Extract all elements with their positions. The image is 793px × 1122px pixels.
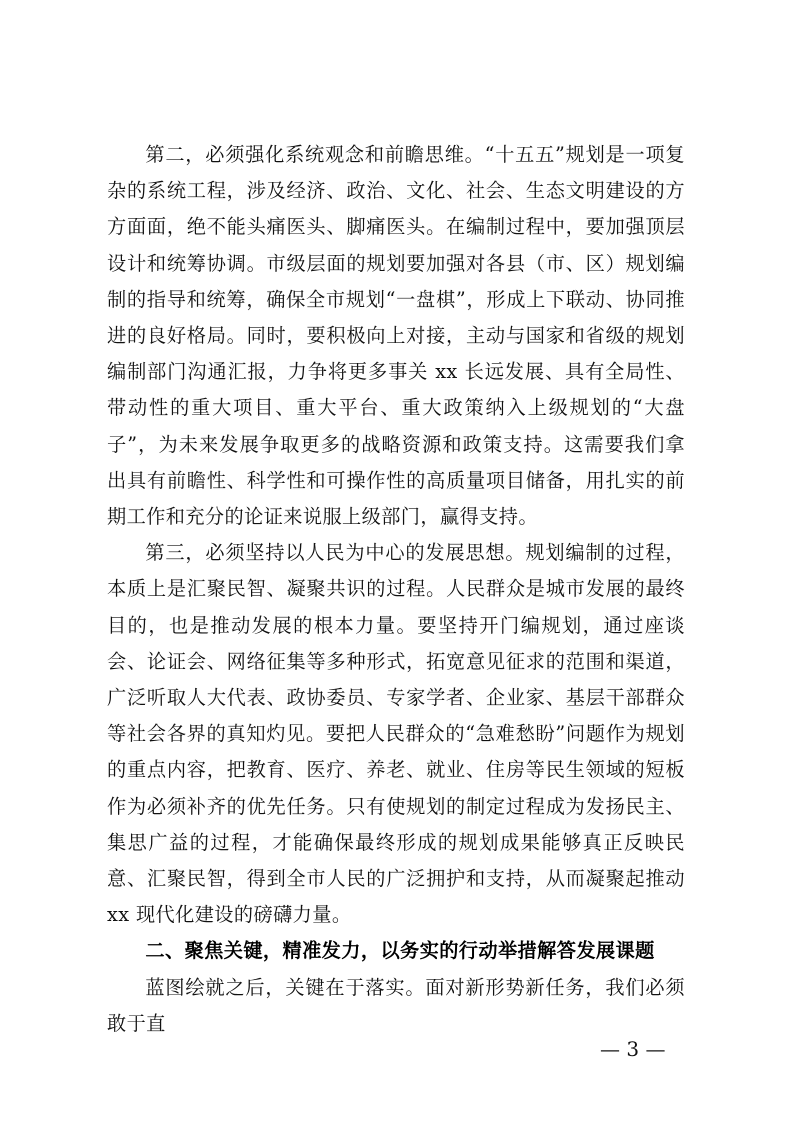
- page-number: — 3 —: [600, 1037, 666, 1061]
- section-heading: 二、聚焦关键，精准发力，以务实的行动举措解答发展课题: [145, 939, 655, 963]
- paragraph-second-point: 第二，必须强化系统观念和前瞻思维。“十五五”规划是一项复杂的系统工程，涉及经济、政治、文化、社会、生态文明建设的方方面面，绝不能头痛医头、脚痛医头。在编制过程中，要加强顶层设计和统筹协调。市级层面的规划要加强对各县（市、区）规划编制的指导和统筹，确保全市规划“一盘棋”，形成上下联动、协同推进的良好格局。同时，要积极向上对接，主动与国家和省级的规划编制部门沟通汇报，力争将更多事关 xx 长远发展、具有全局性、带动性的重大项目、重大平台、重大政策纳入上级规划的“大盘子”，为未来发展争取更多的战略资源和政策支持。这需要我们拿出具有前瞻性、科学性和可操作性的高质量项目储备，用扎实的前期工作和充分的论证来说服上级部门，赢得支持。: [107, 143, 685, 529]
- document-body: [107, 137, 685, 1042]
- paragraph-third-point: 第三，必须坚持以人民为中心的发展思想。规划编制的过程，本质上是汇聚民智、凝聚共识的过程。人民群众是城市发展的最终目的，也是推动发展的根本力量。要坚持开门编规划，通过座谈会、论证会、网络征集等多种形式，拓宽意见征求的范围和渠道，广泛听取人大代表、政协委员、专家学者、企业家、基层干部群众等社会各界的真知灼见。要把人民群众的“急难愁盼”问题作为规划的重点内容，把教育、医疗、养老、就业、住房等民生领域的短板作为必须补齐的优先任务。只有使规划的制定过程成为发扬民主、集思广益的过程，才能确保最终形成的规划成果能够真正反映民意、汇聚民智，得到全市人民的广泛拥护和支持，从而凝聚起推动 xx 现代化建设的磅礴力量。: [107, 541, 685, 927]
- paragraph-section-intro: 蓝图绘就之后，关键在于落实。面对新形势新任务，我们必须敢于直: [107, 975, 685, 1035]
